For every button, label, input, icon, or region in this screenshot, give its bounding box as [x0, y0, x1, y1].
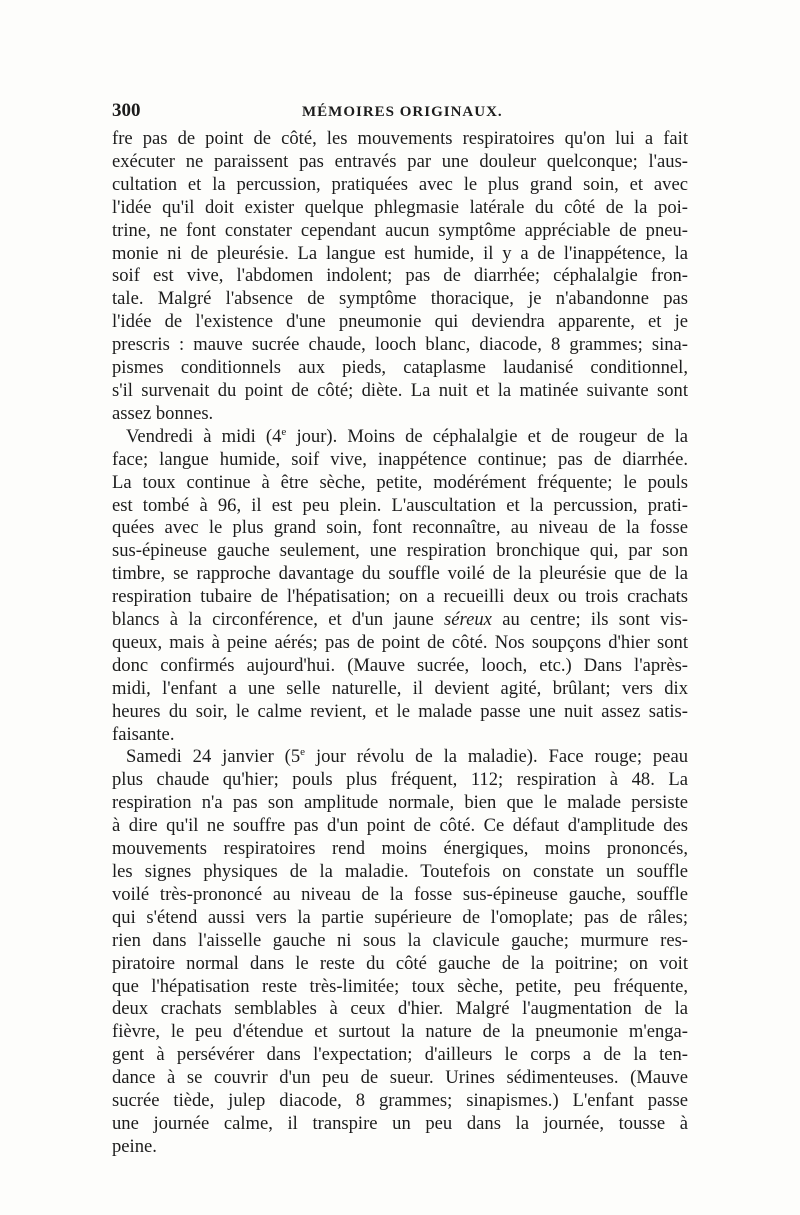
text-line: à dire qu'il ne souffre pas d'un point de côté. Ce défaut d'amplitude des: [112, 815, 688, 837]
page: [112, 100, 688, 1159]
text-line: La toux continue à être sèche, petite, modérément fréquente; le pouls: [112, 471, 688, 493]
text-line: timbre, se rapproche davantage du souffle voilé de la pleurésie que de la: [112, 563, 688, 585]
text-line: gent à persévérer dans l'expectation; d'ailleurs le corps a de la ten-: [112, 1044, 688, 1066]
body-text: [112, 128, 688, 1159]
text-line: assez bonnes.: [112, 402, 214, 424]
text-line: qui s'étend aussi vers la partie supérieure de l'omoplate; pas de râles;: [112, 906, 688, 928]
text-line: faisante.: [112, 723, 175, 745]
text-line: plus chaude qu'hier; pouls plus fréquent, 112; respiration à 48. La: [112, 769, 688, 791]
text-line: pismes conditionnels aux pieds, cataplasme laudanisé conditionnel,: [112, 357, 688, 379]
text-line: deux crachats semblables à ceux d'hier. Malgré l'augmentation de la: [112, 998, 688, 1020]
italic-word: séreux: [444, 609, 492, 631]
text-line: tale. Malgré l'absence de symptôme thoracique, je n'abandonne pas: [112, 288, 688, 310]
text-line: respiration tubaire de l'hépatisation; on a recueilli deux ou trois crachats: [112, 586, 688, 608]
text-line: soif est vive, l'abdomen indolent; pas de diarrhée; céphalalgie fron-: [112, 265, 688, 287]
text-line: sucrée tiède, julep diacode, 8 grammes; sinapismes.) L'enfant passe: [112, 1090, 688, 1112]
text-line: face; langue humide, soif vive, inappétence continue; pas de diarrhée.: [112, 448, 688, 470]
text-line: dance à se couvrir d'un peu de sueur. Urines sédimenteuses. (Mauve: [112, 1067, 688, 1089]
paragraph-3: [112, 746, 688, 1158]
running-head: MÉMOIRES ORIGINAUX.: [302, 104, 503, 120]
text-line: prescris : mauve sucrée chaude, looch blanc, diacode, 8 grammes; sina-: [112, 334, 688, 356]
text-line: peine.: [112, 1135, 157, 1157]
text-line: s'il survenait du point de côté; diète. La nuit et la matinée suivante sont: [112, 379, 688, 401]
paragraph-2: [112, 426, 688, 747]
text-line: quées avec le plus grand soin, font reconnaître, au niveau de la fosse: [112, 517, 688, 539]
text-line: donc confirmés aujourd'hui. (Mauve sucrée, looch, etc.) Dans l'après-: [112, 654, 688, 676]
text-line: trine, ne font constater cependant aucun symptôme appréciable de pneu-: [112, 219, 688, 241]
text-line: que l'hépatisation reste très-limitée; toux sèche, petite, peu fréquente,: [112, 975, 688, 997]
text-line: blancs à la circonférence, et d'un jaune séreux au centre; ils sont vis-: [112, 609, 689, 631]
page-number: 300: [112, 100, 141, 121]
text-line: respiration n'a pas son amplitude normale, bien que le malade persiste: [112, 792, 688, 814]
text-line: fièvre, le peu d'étendue et surtout la nature de la pneumonie m'enga-: [112, 1021, 688, 1043]
paragraph-1: [112, 128, 688, 426]
text-line: est tombé à 96, il est peu plein. L'auscultation et la percussion, prati-: [112, 494, 688, 516]
text-line: voilé très-prononcé au niveau de la fosse sus-épineuse gauche, souffle: [112, 883, 688, 905]
text-line: l'idée de l'existence d'une pneumonie qui deviendra apparente, et je: [112, 311, 688, 333]
text-line: une journée calme, il transpire un peu dans la journée, tousse à: [112, 1112, 688, 1134]
text-line: Samedi 24 janvier (5e jour révolu de la maladie). Face rouge; peau: [126, 746, 688, 768]
text-line: fre pas de point de côté, les mouvements respiratoires qu'on lui a fait: [112, 128, 688, 149]
text-line: rien dans l'aisselle gauche ni sous la clavicule gauche; murmure res-: [112, 929, 688, 951]
text-line: les signes physiques de la maladie. Toutefois on constate un souffle: [112, 861, 688, 882]
text-line: monie ni de pleurésie. La langue est humide, il y a de l'inappétence, la: [112, 242, 688, 264]
text-line: queux, mais à peine aérés; pas de point de côté. Nos soupçons d'hier sont: [112, 631, 688, 653]
text-line: midi, l'enfant a une selle naturelle, il devient agité, brûlant; vers dix: [112, 677, 688, 699]
text-line: piratoire normal dans le reste du côté gauche de la poitrine; on voit: [112, 952, 688, 974]
text-line: sus-épineuse gauche seulement, une respiration bronchique qui, par son: [112, 540, 688, 562]
text-line: exécuter ne paraissent pas entravés par une douleur quelconque; l'aus-: [112, 150, 688, 172]
text-line: heures du soir, le calme revient, et le malade passe une nuit assez satis-: [112, 700, 688, 722]
text-line: l'idée qu'il doit exister quelque phlegmasie latérale du côté de la poi-: [112, 196, 688, 218]
text-line: mouvements respiratoires rend moins énergiques, moins prononcés,: [112, 838, 688, 860]
text-line: cultation et la percussion, pratiquées avec le plus grand soin, et avec: [112, 173, 688, 195]
text-line: Vendredi à midi (4e jour). Moins de céphalalgie et de rougeur de la: [126, 425, 688, 447]
page-header: [112, 100, 688, 128]
